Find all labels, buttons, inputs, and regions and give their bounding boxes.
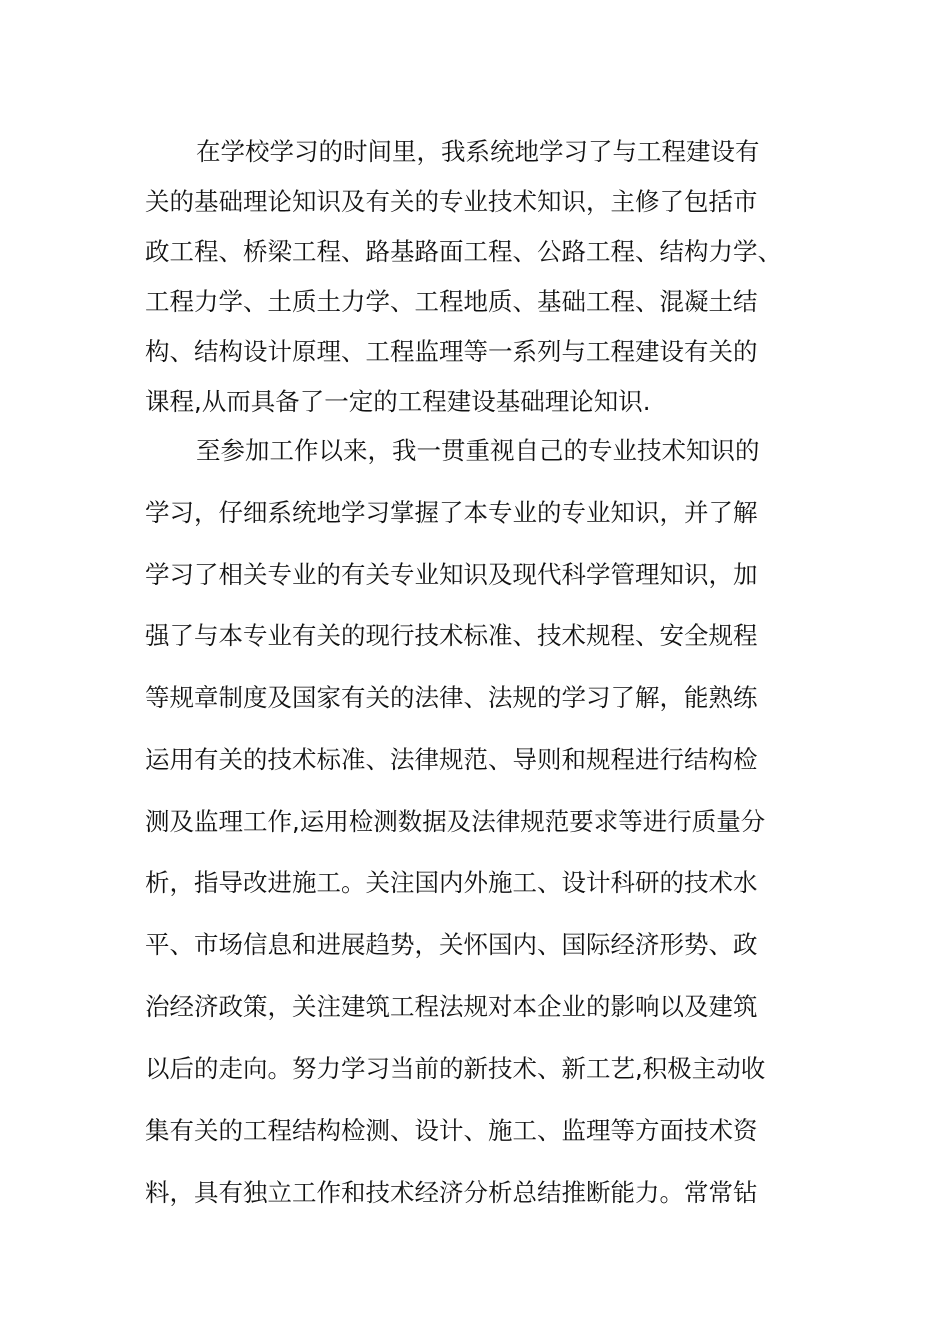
paragraph-2-line-2: 学习，仔细系统地学习掌握了本专业的专业知识，并了解 xyxy=(145,498,758,527)
paragraph-1-line-6: 课程,从而具备了一定的工程建设基础理论知识. xyxy=(145,387,651,416)
paragraph-1-line-4: 工程力学、土质土力学、工程地质、基础工程、混凝土结 xyxy=(145,287,758,316)
paragraph-1-line-5: 构、结构设计原理、工程监理等一系列与工程建设有关的 xyxy=(145,337,758,366)
paragraph-1-line-2: 关的基础理论知识及有关的专业技术知识，主修了包括市 xyxy=(145,187,758,216)
paragraph-2-line-5: 等规章制度及国家有关的法律、法规的学习了解，能熟练 xyxy=(145,683,758,712)
paragraph-2-line-8: 析，指导改进施工。关注国内外施工、设计科研的技术水 xyxy=(145,868,758,897)
paragraph-2-line-1: 至参加工作以来，我一贯重视自己的专业技术知识的 xyxy=(196,436,760,465)
paragraph-2-line-4: 强了与本专业有关的现行技术标准、技术规程、安全规程 xyxy=(145,621,758,650)
paragraph-2-line-13: 料，具有独立工作和技术经济分析总结推断能力。常常钻 xyxy=(145,1178,758,1207)
paragraph-1-line-1: 在学校学习的时间里，我系统地学习了与工程建设有 xyxy=(196,137,760,166)
paragraph-2-line-9: 平、市场信息和进展趋势，关怀国内、国际经济形势、政 xyxy=(145,930,758,959)
paragraph-2-line-3: 学习了相关专业的有关专业知识及现代科学管理知识，加 xyxy=(145,560,758,589)
paragraph-2-line-12: 集有关的工程结构检测、设计、施工、监理等方面技术资 xyxy=(145,1116,758,1145)
paragraph-1-line-3: 政工程、桥梁工程、路基路面工程、公路工程、结构力学、 xyxy=(145,237,782,266)
paragraph-2-line-6: 运用有关的技术标准、法律规范、导则和规程进行结构检 xyxy=(145,745,758,774)
paragraph-2-line-11: 以后的走向。努力学习当前的新技术、新工艺,积极主动收 xyxy=(145,1054,766,1083)
paragraph-2-line-10: 治经济政策，关注建筑工程法规对本企业的影响以及建筑 xyxy=(145,992,758,1021)
paragraph-2-line-7: 测及监理工作,运用检测数据及法律规范要求等进行质量分 xyxy=(145,807,766,836)
